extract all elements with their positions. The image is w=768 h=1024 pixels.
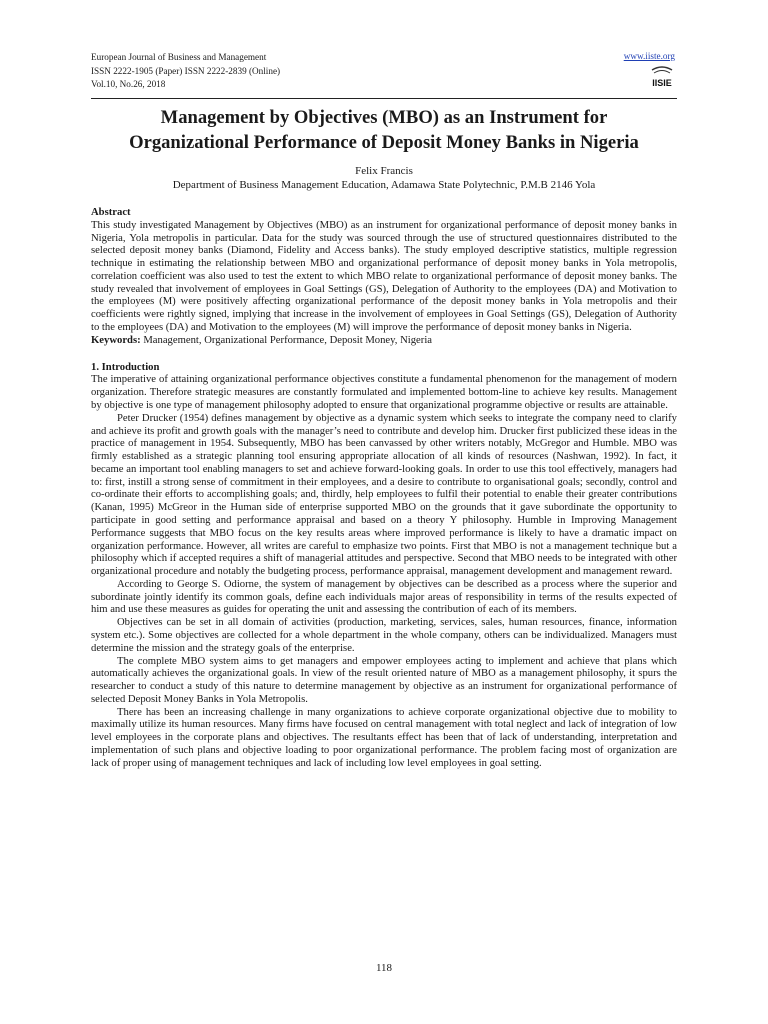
- journal-header: [91, 51, 677, 97]
- intro-paragraph-5: The complete MBO system aims to get managers and empower employees acting to implement and achieve that plans which automatically achieves the organizational goals. In view of the result oriented nature of MBO as a management philosophy, it spurs the researcher to conduct a study of this nature to determine management by objective as an instrument for organizational performance of selected Deposit Money Banks in Yola Metropolis.: [91, 655, 677, 705]
- iiste-logo: [649, 64, 675, 90]
- volume-line: Vol.10, No.26, 2018: [91, 79, 166, 90]
- paper-title: [60, 106, 708, 155]
- abstract-heading: Abstract: [91, 207, 131, 218]
- svg-text:IISIE: IISIE: [652, 78, 672, 88]
- intro-paragraph-2: Peter Drucker (1954) defines management by objective as a dynamic system which seeks to integrate the company need to clarify and achieve its profit and growth goals with the manager’s need to contribute and develop him. Drucker first publicized these ideas in the practice of management in 1954. Subsequently, MBO has been canvassed by other writers notably, McGregor and Humble. MBO was firmly established as a strategic planning tool ensuring appropriate allocation of all kinds of resources (Nashwan, 1992). In fact, it became an important tool enabling managers to set and achieve forward-looking goals. In order to use this tool effectively, managers had to: first, instill a strong sense of commitment in their employees, and a desire to contribute to organisational goals; secondly, control and co-ordinate their efforts to accomplishing goals; and, thirdly, help employees to fulfil their potential to enable their greater contributions (Kanan, 1995) McGreor in the Human side of enterprise supported MBO on the grounds that it gave subordinate the opportunity to participate in good setting and performance appraisal and based on a theory Y philosophy. Humble in Improving Management Performance suggests that MBO focus on the key results areas where improved performance is likely to have a dramatic impact on organization performance. However, all writes are careful to emphasize two points. First that MBO is not a management technique but a philosophy which if accepted requires a shift of managerial attitudes and perspective. Second that MBO needs to be integrated with other organizational procedure and notably the budgeting process, performance appraisal, management development and management reward.: [91, 412, 677, 578]
- paper-body: [91, 207, 677, 771]
- intro-paragraph-6: There has been an increasing challenge in many organizations to achieve corporate organizational objective due to mobility to maximally utilize its human resources. Many firms have focused on central management with total neglect and lack of integration of low level employees in the corporate plans and objectives. The resultants effect has been that of lack of understanding, interpretation and implementation of such plans and objective loading to poor organizational performance. The problem facing most of organization are lack of proper using of management techniques and lack of including low level employees in goal setting.: [91, 706, 677, 769]
- intro-paragraph-1: The imperative of attaining organizational performance objectives constitute a fundamental phenomenon for the management of modern organization. Therefore strategic measures are constantly formulated and implemented bottom-line to achieve key results. Management by objective is one type of management philosophy adopted to ensure that organizational programme objective or results are attainable.: [91, 374, 677, 411]
- journal-name: European Journal of Business and Management: [91, 52, 267, 62]
- keywords-text: Management, Organizational Performance, Deposit Money, Nigeria: [143, 334, 433, 346]
- author-name: Felix Francis: [355, 165, 413, 177]
- abstract-text: This study investigated Management by Objectives (MBO) as an instrument for organizational performance of deposit money banks in Nigeria, Yola metropolis in particular. Data for the study was sourced through the use of structured questionnaires distributed to the selected deposit money banks (Diamond, Fidelity and Access banks). The study employed descriptive statistics, multiple regression technique in estimating the relationship between MBO and organizational performance of deposit money banks in Yola metropolis, correlation coefficient was also used to test the extent to which MBO relate to organizational performance of deposit money banks. The study revealed that involvement of employees in Goal Settings (GS), Delegation of Authority to the employees (DA) and Motivation to the employees (M) were positively affecting organizational performance of the deposit money banks in Yola metropolis and their coefficients were rightly signed, implying that increase in the involvement of employees in Goal Settings (GS), Delegation of Authority to the employees (DA) and Motivation to the employees (M) will improve the performance of deposit money banks in Nigeria.: [91, 219, 677, 334]
- keywords-label: Keywords:: [91, 334, 141, 346]
- title-line-1: Management by Objectives (MBO) as an Instrument for: [160, 107, 608, 128]
- section-gap: [91, 348, 677, 362]
- issn-line: ISSN 2222-1905 (Paper) ISSN 2222-2839 (Online): [91, 65, 281, 76]
- journal-url-link[interactable]: www.iiste.org: [623, 51, 675, 61]
- intro-paragraph-4: Objectives can be set in all domain of activities (production, marketing, services, sales, human resources, finance, information system etc.). Some objectives are collected for a whole department in the whole company, others can be individualized. Managers must determine the mission and the strategy goals of the enterprise.: [91, 617, 677, 654]
- header-rule: [91, 98, 677, 99]
- intro-paragraph-3: According to George S. Odiorne, the system of management by objectives can be described as a process where the superior and subordinate jointly identify its common goals, define each individuals major areas of responsibility in terms of the results expected of him and use these measures as guides for operating the unit and assessing the contribution of each of its members.: [91, 578, 677, 616]
- title-line-2: Organizational Performance of Deposit Money Banks in Nigeria: [129, 131, 639, 153]
- author-affiliation: Department of Business Management Education, Adamawa State Polytechnic, P.M.B 2146 Yola: [172, 179, 596, 191]
- page-number: 118: [375, 962, 393, 974]
- introduction-heading: 1. Introduction: [91, 361, 160, 373]
- keywords-line: [91, 335, 677, 348]
